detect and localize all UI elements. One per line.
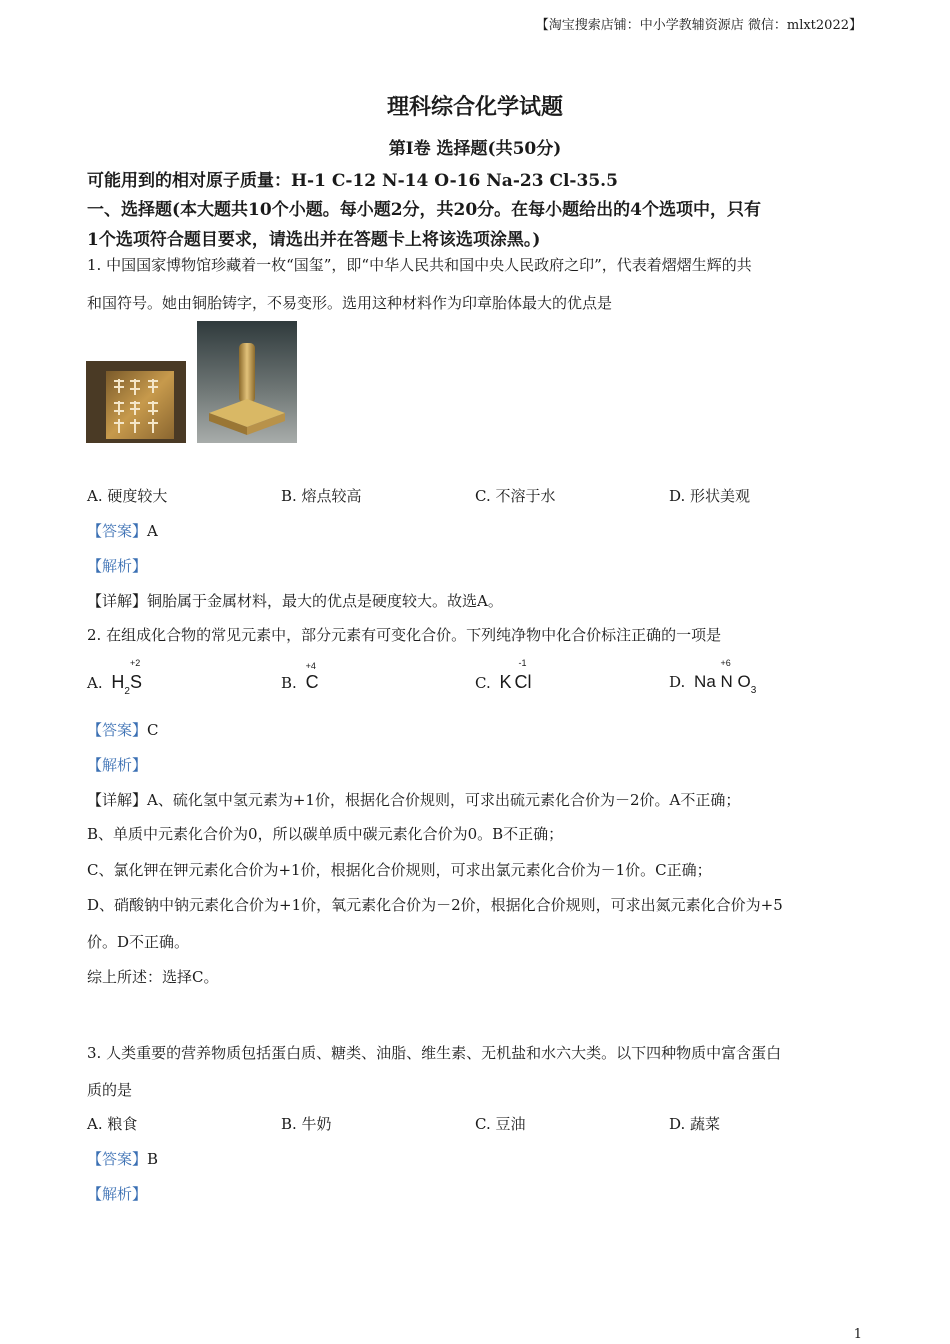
detail-label: 【详解】 <box>87 791 148 809</box>
q1-stem-line2: 和国符号。她由铜胎铸字，不易变形。选用这种材料作为印章胎体最大的优点是 <box>87 294 613 312</box>
q1-analysis-label: 【解析】 <box>87 557 148 575</box>
formula-element: Na <box>694 672 716 691</box>
q2-analysis-label: 【解析】 <box>87 756 148 774</box>
q2-option-a <box>87 658 142 697</box>
q2-option-b-formula <box>305 661 319 693</box>
q1-option-d: D. 形状美观 <box>669 487 751 505</box>
page-number: 1 <box>853 1327 862 1342</box>
q2-option-a-label: A. <box>87 674 103 692</box>
q1-detail <box>87 590 503 611</box>
q2-stem: 2. 在组成化合物的常见元素中，部分元素有可变化合价。下列纯净物中化合价标注正确的一项是 <box>87 626 722 644</box>
formula-element: K <box>499 672 512 692</box>
section-instruction-line2: 1个选项符合题目要求，请选出并在答题卡上将该选项涂黑。) <box>87 230 541 250</box>
formula-element: S <box>129 672 142 692</box>
answer-label: 【答案】 <box>87 1150 148 1168</box>
answer-label: 【答案】 <box>87 522 148 540</box>
q3-option-a: A. 粮食 <box>87 1115 138 1133</box>
q1-stem-line1: 1. 中国国家博物馆珍藏着一枚“国玺”，即“中华人民共和国中央人民政府之印”，代表着熠熠生辉的共 <box>87 256 752 274</box>
q1-option-a: A. 硬度较大 <box>87 487 168 505</box>
q3-answer <box>87 1148 158 1169</box>
q2-detail-line3: C、氯化钾在钾元素化合价为+1价，根据化合价规则，可求出氯元素化合价为－1价。C正确； <box>87 861 712 879</box>
formula-element: Cl <box>514 672 532 692</box>
q3-stem-line1: 3. 人类重要的营养物质包括蛋白质、糖类、油脂、维生素、无机盐和水六大类。以下四种物质中富含蛋白 <box>87 1044 782 1062</box>
formula-element-marked <box>720 658 733 691</box>
q1-answer-value: A <box>147 522 158 540</box>
q2-option-b <box>281 661 319 693</box>
valence-label: -1 <box>518 658 527 668</box>
q2-option-d-formula <box>694 658 757 696</box>
q1-detail-text: 铜胎属于金属材料，最大的优点是硬度较大。故选A。 <box>147 592 503 610</box>
q1-answer <box>87 520 158 541</box>
answer-label: 【答案】 <box>87 721 148 739</box>
valence-label: +6 <box>720 658 731 668</box>
seal-face-image <box>86 361 186 443</box>
q2-detail-line2: B、单质中元素化合价为0，所以碳单质中碳元素化合价为0。B不正确； <box>87 825 564 843</box>
q3-answer-value: B <box>147 1150 159 1168</box>
formula-element-marked <box>514 658 532 692</box>
q1-option-b: B. 熔点较高 <box>281 487 362 505</box>
detail-label: 【详解】 <box>87 592 148 610</box>
q2-summary: 综上所述：选择C。 <box>87 968 219 986</box>
q2-option-d <box>669 658 757 696</box>
q2-option-c-formula <box>499 658 532 693</box>
seal-side-image <box>197 321 297 443</box>
q1-option-c: C. 不溶于水 <box>475 487 556 505</box>
q2-answer-value: C <box>147 721 159 739</box>
q3-stem-line2: 质的是 <box>87 1081 133 1099</box>
q2-option-c <box>475 658 532 693</box>
q2-detail-line4: D、硝酸钠中钠元素化合价为+1价，氧元素化合价为－2价，根据化合价规则，可求出氮元素化合价为+5 <box>87 896 783 914</box>
formula-element: C <box>305 672 319 692</box>
q2-detail-line1 <box>87 789 740 810</box>
q2-detail-text: A、硫化氢中氢元素为+1价，根据化合价规则，可求出硫元素化合价为－2价。A不正确； <box>147 791 741 809</box>
q2-option-d-label: D. <box>669 673 686 691</box>
q2-option-a-formula <box>111 658 142 697</box>
formula-element: O <box>737 672 751 691</box>
q3-option-b: B. 牛奶 <box>281 1115 332 1133</box>
q2-answer <box>87 719 159 740</box>
q3-option-c: C. 豆油 <box>475 1115 526 1133</box>
q3-analysis-label: 【解析】 <box>87 1185 148 1203</box>
q3-option-d: D. 蔬菜 <box>669 1115 721 1133</box>
section-subtitle: 第Ⅰ卷 选择题(共50分) <box>388 139 562 159</box>
formula-subscript: 3 <box>750 685 757 696</box>
formula-element-marked <box>305 661 319 692</box>
valence-label: +2 <box>129 658 141 668</box>
q2-option-c-label: C. <box>475 674 491 692</box>
valence-label: +4 <box>305 661 316 671</box>
page-title: 理科综合化学试题 <box>386 94 563 120</box>
formula-element: H <box>111 672 125 692</box>
q2-option-b-label: B. <box>281 674 297 692</box>
formula-element: N <box>720 672 733 691</box>
formula-element-marked <box>129 658 142 692</box>
header-note: 【淘宝搜索店铺：中小学教辅资源店 微信：mlxt2022】 <box>535 18 862 33</box>
atomic-masses: 可能用到的相对原子质量：H-1 C-12 N-14 O-16 Na-23 Cl-35.5 <box>87 171 618 191</box>
formula-subscript: 2 <box>124 686 130 697</box>
q2-detail-line5: 价。D不正确。 <box>87 933 190 951</box>
section-instruction-line1: 一、选择题(本大题共10个小题。每小题2分，共20分。在每小题给出的4个选项中，只有 <box>87 200 762 220</box>
